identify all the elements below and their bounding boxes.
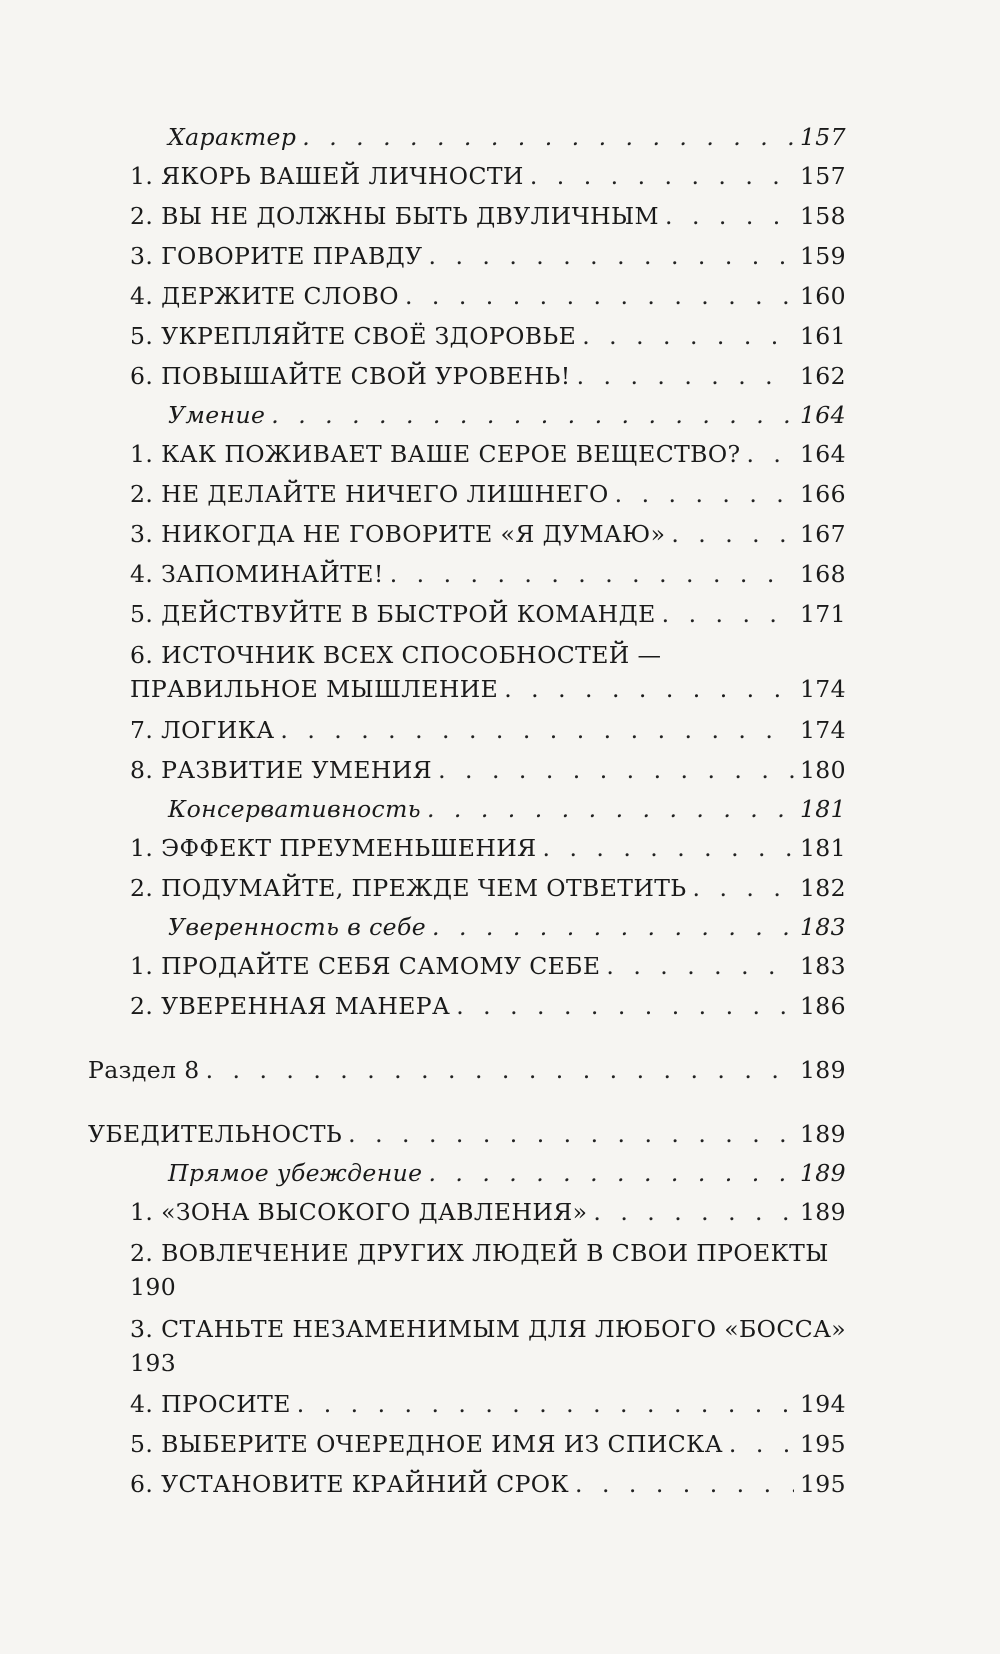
toc-title: 1. ПРОДАЙТЕ СЕБЯ САМОМУ СЕБЕ (130, 952, 601, 980)
toc-page-number: 167 (799, 520, 846, 548)
toc-title: 7. ЛОГИКА (130, 716, 275, 744)
toc-entry (130, 356, 846, 396)
toc-title-last-line (130, 672, 846, 706)
toc-page-number: 158 (799, 202, 846, 230)
dot-leader (427, 790, 794, 828)
toc-page-number: 171 (799, 600, 846, 628)
toc-chapter-heading (88, 1114, 846, 1154)
toc-entry (130, 750, 846, 790)
spacer (130, 1090, 846, 1114)
dot-leader (615, 474, 794, 514)
toc-page-number: 162 (799, 362, 846, 390)
toc-entry (130, 946, 846, 986)
toc-title: 1. ЭФФЕКТ ПРЕУМЕНЬШЕНИЯ (130, 834, 537, 862)
toc-page-number: 160 (799, 282, 846, 310)
toc-title: 2. НЕ ДЕЛАЙТЕ НИЧЕГО ЛИШНЕГО (130, 480, 609, 508)
dot-leader (606, 946, 794, 986)
toc-page-number: 164 (799, 440, 846, 468)
toc-entry (130, 828, 846, 868)
toc-entry (130, 868, 846, 908)
toc-entry-multiline (130, 1232, 846, 1308)
toc-subheading (130, 1154, 846, 1192)
dot-leader (577, 356, 794, 396)
dot-leader (297, 1384, 794, 1424)
toc-entry (130, 474, 846, 514)
toc-entry (130, 1384, 846, 1424)
dot-leader (348, 1114, 794, 1154)
toc-page-number: 183 (799, 952, 846, 980)
toc-title: 5. ВЫБЕРИТЕ ОЧЕРЕДНОЕ ИМЯ ИЗ СПИСКА (130, 1430, 723, 1458)
toc-title: УБЕДИТЕЛЬНОСТЬ (88, 1120, 343, 1148)
toc-entry (130, 236, 846, 276)
toc-title: 6. ПОВЫШАЙТЕ СВОЙ УРОВЕНЬ! (130, 362, 571, 390)
toc-title: Характер (168, 123, 297, 151)
toc-page-number: 183 (799, 913, 846, 941)
toc-title: 1. ЯКОРЬ ВАШЕЙ ЛИЧНОСТИ (130, 162, 524, 190)
toc-entry-multiline (130, 634, 846, 710)
toc-title: 2. ПОДУМАЙТЕ, ПРЕЖДЕ ЧЕМ ОТВЕТИТЬ (130, 874, 687, 902)
toc-entry (130, 1464, 846, 1504)
dot-leader (280, 710, 794, 750)
toc-section-heading (88, 1050, 846, 1090)
toc-page-number: 157 (799, 162, 846, 190)
toc-page-number: 157 (799, 123, 846, 151)
dot-leader (662, 594, 794, 634)
toc-title: 6. УСТАНОВИТЕ КРАЙНИЙ СРОК (130, 1470, 570, 1498)
toc-title: Уверенность в себе (168, 913, 427, 941)
spacer (130, 1026, 846, 1050)
toc-title: 1. КАК ПОЖИВАЕТ ВАШЕ СЕРОЕ ВЕЩЕСТВО? (130, 440, 741, 468)
toc-page-number: 166 (799, 480, 846, 508)
dot-leader (671, 514, 794, 554)
dot-leader (693, 868, 794, 908)
dot-leader (271, 396, 794, 434)
toc-page-number: 161 (799, 322, 846, 350)
dot-leader (432, 908, 794, 946)
dot-leader (456, 986, 794, 1026)
toc-page-number: 180 (799, 756, 846, 784)
toc-page-number: 174 (799, 675, 846, 703)
toc-subheading (130, 396, 846, 434)
toc-page-number: 164 (799, 401, 846, 429)
dot-leader (746, 434, 793, 474)
toc-page-number: 190 (130, 1273, 177, 1301)
toc-entry (130, 554, 846, 594)
toc-title: Умение (168, 401, 266, 429)
toc-page-number: 195 (799, 1430, 846, 1458)
toc-page-number: 189 (799, 1159, 846, 1187)
toc-entry (130, 1192, 846, 1232)
toc-page-number: 181 (799, 795, 846, 823)
toc-page-number: 189 (799, 1120, 846, 1148)
toc-entry (130, 316, 846, 356)
toc-title: 5. ДЕЙСТВУЙТЕ В БЫСТРОЙ КОМАНДЕ (130, 600, 656, 628)
dot-leader (390, 554, 794, 594)
toc-subheading (130, 118, 846, 156)
dot-leader (530, 156, 794, 196)
toc-page-number: 159 (799, 242, 846, 270)
toc-entry (130, 594, 846, 634)
toc-subheading (130, 908, 846, 946)
toc-entry (130, 276, 846, 316)
dot-leader (593, 1192, 794, 1232)
toc-title-line: 2. ВОВЛЕЧЕНИЕ ДРУГИХ ЛЮДЕЙ В СВОИ ПРОЕКТЫ (130, 1239, 829, 1267)
toc-entry (130, 196, 846, 236)
table-of-contents (88, 118, 847, 1504)
toc-page-number: 193 (130, 1349, 177, 1377)
toc-page-number: 189 (799, 1198, 846, 1226)
toc-title: Раздел 8 (88, 1056, 200, 1084)
toc-title: 4. ПРОСИТЕ (130, 1390, 291, 1418)
toc-title: 2. ВЫ НЕ ДОЛЖНЫ БЫТЬ ДВУЛИЧНЫМ (130, 202, 660, 230)
toc-title: 4. ДЕРЖИТЕ СЛОВО (130, 282, 399, 310)
dot-leader (206, 1050, 794, 1090)
dot-leader (543, 828, 794, 868)
toc-entry (130, 434, 846, 474)
toc-title-line: 3. СТАНЬТЕ НЕЗАМЕНИМЫМ ДЛЯ ЛЮБОГО «БОССА» (130, 1315, 847, 1343)
toc-entry-multiline (130, 1308, 846, 1384)
toc-title: 3. НИКОГДА НЕ ГОВОРИТЕ «Я ДУМАЮ» (130, 520, 666, 548)
toc-page-number: 189 (799, 1056, 846, 1084)
toc-title: 8. РАЗВИТИЕ УМЕНИЯ (130, 756, 433, 784)
toc-title: 4. ЗАПОМИНАЙТЕ! (130, 560, 384, 588)
toc-title: 3. ГОВОРИТЕ ПРАВДУ (130, 242, 423, 270)
toc-title: 1. «ЗОНА ВЫСОКОГО ДАВЛЕНИЯ» (130, 1198, 588, 1226)
toc-entry (130, 710, 846, 750)
toc-page-number: 181 (799, 834, 846, 862)
toc-page-number: 174 (799, 716, 846, 744)
dot-leader (665, 196, 794, 236)
dot-leader (302, 118, 794, 156)
toc-entry (130, 986, 846, 1026)
toc-page-number: 182 (799, 874, 846, 902)
toc-page-number: 186 (799, 992, 846, 1020)
toc-page-number: 168 (799, 560, 846, 588)
toc-entry (130, 514, 846, 554)
dot-leader (575, 1464, 794, 1504)
toc-page-number: 194 (799, 1390, 846, 1418)
dot-leader (582, 316, 794, 356)
dot-leader (405, 276, 794, 316)
toc-title: 5. УКРЕПЛЯЙТЕ СВОЁ ЗДОРОВЬЕ (130, 322, 577, 350)
toc-entry (130, 156, 846, 196)
toc-subheading (130, 790, 846, 828)
toc-title-line: 6. ИСТОЧНИК ВСЕХ СПОСОБНОСТЕЙ — (130, 641, 662, 669)
toc-title: Консервативность (168, 795, 421, 823)
toc-title: Прямое убеждение (168, 1159, 423, 1187)
dot-leader (428, 1154, 794, 1192)
dot-leader (729, 1424, 794, 1464)
toc-page-number: 195 (799, 1470, 846, 1498)
toc-title-line: ПРАВИЛЬНОЕ МЫШЛЕНИЕ (130, 675, 499, 703)
toc-title: 2. УВЕРЕННАЯ МАНЕРА (130, 992, 451, 1020)
toc-entry (130, 1424, 846, 1464)
dot-leader (438, 750, 794, 790)
dot-leader (429, 236, 794, 276)
dot-leader (504, 672, 794, 706)
